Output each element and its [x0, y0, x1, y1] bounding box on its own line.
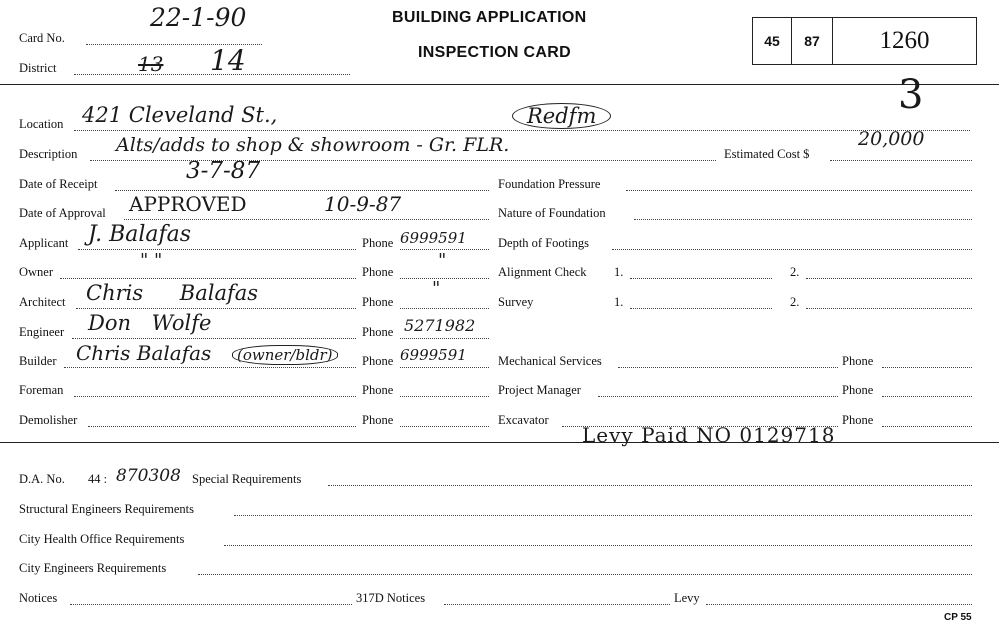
structural-req-label: Structural Engineers Requirements [19, 502, 194, 516]
owner-phone-label: Phone [362, 265, 394, 279]
depth-footings-label: Depth of Footings [498, 236, 589, 250]
date-receipt-label: Date of Receipt [19, 177, 98, 191]
nature-foundation-label: Nature of Foundation [498, 206, 606, 220]
location-line [74, 130, 970, 131]
engineer-phone-label: Phone [362, 325, 394, 339]
city-eng-req-label: City Engineers Requirements [19, 561, 167, 575]
form-title-line2: INSPECTION CARD [418, 44, 571, 61]
approval-date-value: 10-9-87 [324, 192, 402, 216]
engineer-phone-value: 5271982 [404, 316, 476, 335]
da-label: D.A. No. [19, 472, 65, 486]
mechanical-label: Mechanical Services [498, 354, 602, 368]
excavator-phone-line [882, 426, 972, 427]
architect-phone-value: " [432, 278, 441, 299]
estimated-cost-value: 20,000 [858, 128, 925, 150]
engineer-line [72, 338, 356, 339]
owner-phone-value: " [438, 250, 447, 271]
card-no-label: Card No. [19, 31, 65, 45]
middle-rule [0, 442, 999, 443]
notices-line [70, 604, 352, 605]
applicant-value: J. Balafas [88, 222, 192, 247]
foundation-pressure-line [626, 190, 972, 191]
demolisher-line [88, 426, 356, 427]
special-req-line [328, 485, 972, 486]
date-approval-line [124, 219, 489, 220]
health-req-label: City Health Office Requirements [19, 532, 185, 546]
district-value: 14 [210, 44, 246, 77]
applicant-label: Applicant [19, 236, 69, 250]
architect-line [76, 308, 356, 309]
date-approval-label: Date of Approval [19, 206, 106, 220]
engineer-phone-line [400, 338, 489, 339]
architect-value: Chris Balafas [86, 281, 259, 305]
survey-1: 1. [614, 295, 624, 309]
form-title-line1: BUILDING APPLICATION [392, 9, 587, 26]
alignment-check-2: 2. [790, 265, 800, 279]
excavator-phone-label: Phone [842, 413, 874, 427]
owner-line [60, 278, 356, 279]
location-value: 421 Cleveland St., [82, 103, 278, 127]
header-rule [0, 84, 999, 85]
alignment-check-1-line [630, 278, 772, 279]
alignment-check-label: Alignment Check [498, 265, 587, 279]
card-number-box-b: 87 [792, 18, 833, 64]
da-prefix: 44 : [88, 472, 108, 486]
alignment-check-2-line [806, 278, 972, 279]
foreman-phone-line [400, 396, 489, 397]
survey-2-line [806, 308, 972, 309]
engineer-value: Don Wolfe [88, 311, 212, 335]
levy-line [706, 604, 972, 605]
project-manager-phone-label: Phone [842, 383, 874, 397]
structural-req-line [234, 515, 972, 516]
foreman-phone-label: Phone [362, 383, 394, 397]
levy-paid-note: Levy Paid NO 0129718 [582, 423, 836, 447]
description-label: Description [19, 147, 78, 161]
architect-phone-label: Phone [362, 295, 394, 309]
project-manager-phone-line [882, 396, 972, 397]
owner-phone-line [400, 278, 489, 279]
notices-label: Notices [19, 591, 58, 605]
district-label: District [19, 61, 57, 75]
project-manager-line [598, 396, 838, 397]
form-code: CP 55 [944, 612, 972, 623]
description-line [90, 160, 716, 161]
mechanical-phone-label: Phone [842, 354, 874, 368]
health-req-line [224, 545, 972, 546]
demolisher-phone-label: Phone [362, 413, 394, 427]
project-manager-label: Project Manager [498, 383, 581, 397]
builder-line [64, 367, 356, 368]
card-number-box [752, 17, 977, 65]
applicant-phone-label: Phone [362, 236, 394, 250]
alignment-check-1: 1. [614, 265, 624, 279]
builder-phone-value: 6999591 [400, 346, 467, 364]
applicant-line [78, 249, 356, 250]
date-receipt-line [115, 190, 489, 191]
excavator-label: Excavator [498, 413, 549, 427]
engineer-label: Engineer [19, 325, 65, 339]
date-receipt-value: 3-7-87 [186, 158, 261, 184]
estimated-cost-label: Estimated Cost $ [724, 147, 810, 161]
builder-phone-label: Phone [362, 354, 394, 368]
survey-1-line [630, 308, 772, 309]
city-eng-req-line [198, 574, 972, 575]
notices-317d-label: 317D Notices [356, 591, 426, 605]
card-number-box-c: 1260 [879, 27, 930, 54]
foreman-line [74, 396, 356, 397]
location-label: Location [19, 117, 64, 131]
depth-footings-line [612, 249, 972, 250]
owner-value: " " [140, 250, 163, 271]
description-value: Alts/adds to shop & showroom - Gr. FLR. [116, 134, 510, 156]
demolisher-phone-line [400, 426, 489, 427]
card-no-value: 22-1-90 [150, 3, 247, 32]
location-suburb: Redfm [512, 103, 611, 129]
mechanical-line [618, 367, 838, 368]
approved-stamp: APPROVED [129, 192, 247, 216]
levy-label: Levy [674, 591, 700, 605]
survey-label: Survey [498, 295, 534, 309]
demolisher-label: Demolisher [19, 413, 78, 427]
foundation-pressure-label: Foundation Pressure [498, 177, 601, 191]
mechanical-phone-line [882, 367, 972, 368]
architect-phone-line [400, 308, 489, 309]
nature-foundation-line [634, 219, 972, 220]
estimated-cost-line [830, 160, 972, 161]
corner-mark: 3 [898, 72, 924, 118]
architect-label: Architect [19, 295, 66, 309]
builder-note: (owner/bldr) [232, 345, 338, 365]
builder-phone-line [400, 367, 489, 368]
da-value: 870308 [116, 466, 181, 486]
owner-label: Owner [19, 265, 54, 279]
foreman-label: Foreman [19, 383, 64, 397]
applicant-phone-value: 6999591 [400, 229, 467, 247]
special-req-label: Special Requirements [192, 472, 302, 486]
notices-317d-line [444, 604, 670, 605]
builder-value: Chris Balafas [76, 341, 212, 365]
district-struck-mark: 13 [138, 52, 164, 76]
card-number-box-a: 45 [753, 18, 792, 64]
survey-2: 2. [790, 295, 800, 309]
builder-label: Builder [19, 354, 57, 368]
